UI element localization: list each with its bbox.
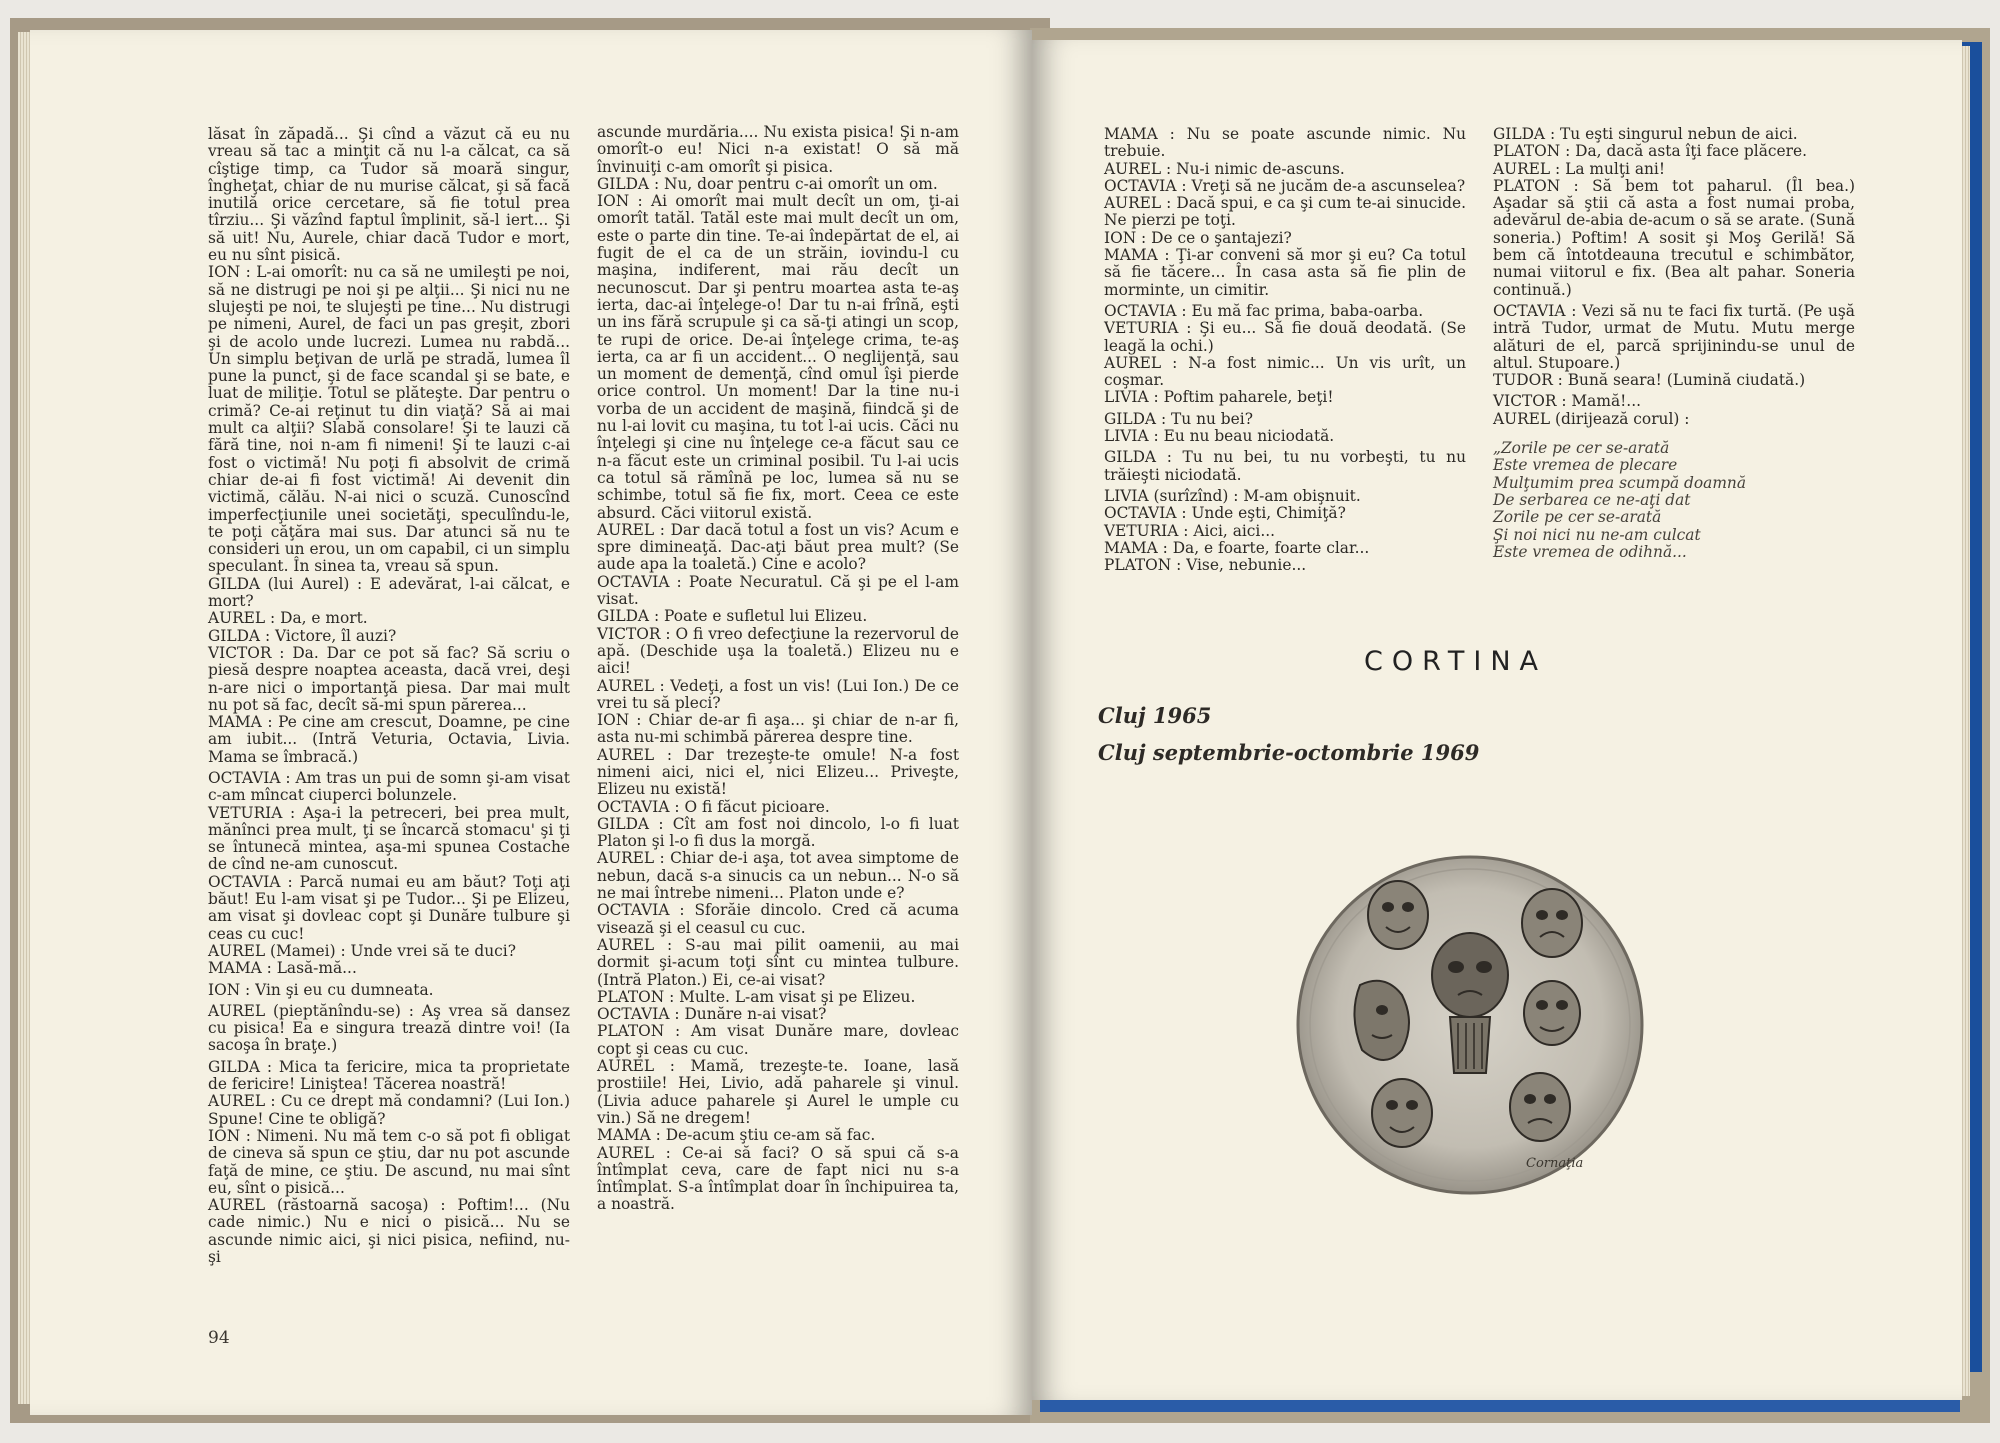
paragraph: OCTAVIA : Vreţi să ne jucăm de-a ascunselea? [1104, 176, 1466, 195]
paragraph: AUREL : Dar trezeşte-te omule! N-a fost nimeni aici, nici el, nici Elizeu... Priveşte, Elizeu nu există! [597, 745, 959, 799]
paragraph: VICTOR : Mamă!... [1493, 392, 1641, 411]
place-date-1: Cluj 1965 [1098, 703, 1212, 728]
paragraph: MAMA : Pe cine am crescut, Doamne, pe cine am iubit... (Intră Veturia, Octavia, Livia. Mama se îmbracă.) [208, 713, 570, 766]
paragraph: ION : L-ai omorît: nu ca să ne umileşti pe noi, să ne distrugi pe noi şi pe alţii... Şi nici nu ne slujeşti pe noi, te slujeşti pe tine... Nu distrugi pe nimeni, Aurel, de faci un pas greşit, zbori şi de acolo unde lucrezi. Lumea nu rabdă... Un simplu beţivan de urlă pe stradă, lumea îl pune la punct, şi de face scandal şi se bate, e luat de miliţie. Totul se plăteşte. Dar pentru o crimă? Ce-ai reţinut tu din viaţă? Să ai mai mult ca alţii? Slabă consolare! Şi te lauzi că fără tine, noi n-am fi nimeni! Şi te lauzi c-ai fost o victimă! Nu poţi fi absolvit de crimă chiar de-ai fi fost victimă! Ai devenit din victimă, călău. N-ai nici o scuză. Cunoscînd imperfecţiunile unei societăţi, speculîndu-le, te poţi căţăra mai sus. Dar atunci să nu te consideri un erou, un om capabil, ci un simplu speculant. În sinea ta, vreau să spun. [208, 263, 570, 576]
paragraph: AUREL : Cu ce drept mă condamni? (Lui Ion.) Spune! Cine te obligă? [208, 1092, 570, 1128]
paragraph: GILDA (lui Aurel) : E adevărat, l-ai călcat, e mort? [208, 574, 570, 611]
paragraph: AUREL : Nu-i nimic de-ascuns. [1104, 159, 1345, 178]
paragraph: AUREL (dirijează corul) : [1493, 409, 1690, 428]
paragraph: OCTAVIA : Eu mă fac prima, baba-oarba. [1104, 301, 1424, 320]
paragraph: MAMA : Ţi-ar conveni să mor şi eu? Ca totul să fie tăcere... În casa asta să fie plin de morminte, un cimitir. [1104, 246, 1466, 299]
place-date-2: Cluj septembrie-octombrie 1969 [1098, 740, 1480, 765]
paragraph: MAMA : Lasă-mă... [208, 959, 357, 978]
paragraph: AUREL : Dacă spui, e ca şi cum te-ai sinucide. Ne pierzi pe toţi. [1104, 194, 1466, 230]
paragraph: OCTAVIA : Dunăre n-ai visat? [597, 1005, 827, 1024]
mask-left-profile [1354, 981, 1409, 1060]
paragraph: AUREL (răstoarnă sacoşa) : Poftim!... (Nu cade nimic.) Nu e nici o pisică... Nu se ascunde nimic aici, şi nici pisica, nefiind, nu-şi [208, 1196, 570, 1266]
paragraph: ION : Chiar de-ar fi aşa... şi chiar de n-ar fi, asta nu-mi schimbă părerea despre tine. [597, 711, 959, 747]
binding-edge [1040, 1398, 1960, 1412]
mask-bottom-right [1510, 1073, 1570, 1141]
left-column-1 [208, 126, 570, 1266]
paragraph: AUREL : Ce-ai să faci? O să spui că s-a întîmplat ceva, care de fapt nici nu s-a întîmplat. S-a întîmplat doar în închipuirea ta, a noastră. [597, 1143, 959, 1214]
mask-top-left [1368, 881, 1428, 949]
paragraph: GILDA : Tu nu bei? [1104, 409, 1253, 428]
paragraph: GILDA : Victore, îl auzi? [208, 626, 397, 645]
paragraph: AUREL : Da, e mort. [208, 609, 368, 628]
song-lyrics [1493, 440, 1855, 561]
paragraph: GILDA : Tu nu bei, tu nu vorbeşti, tu nu trăieşti niciodată. [1104, 448, 1466, 484]
paragraph: OCTAVIA : Unde eşti, Chimiţă? [1104, 504, 1346, 523]
song-line: Şi noi nici nu ne-am culcat [1493, 525, 1701, 544]
paragraph: AUREL : Vedeţi, a fost un vis! (Lui Ion.) De ce vrei tu să pleci? [597, 676, 959, 712]
right-column-1 [1104, 126, 1466, 574]
paragraph: AUREL : Dar dacă totul a fost un vis? Acum e spre dimineaţă. Dac-aţi băut prea mult? (Se aude apa la toaletă.) Cine e acolo? [597, 520, 959, 574]
page-number: 94 [208, 1328, 230, 1348]
paragraph: PLATON : Să bem tot paharul. (Îl bea.) Aşadar să ştii că asta a fost numai proba, adevărul de-abia de-acum o să se arate. (Sună soneria.) Poftim! A sosit şi Moş Gerilă! Să bem că întotdeauna trecutul e schimbător, numai viitorul e fix. (Bea alt pahar. Soneria continuă.) [1493, 176, 1855, 299]
paragraph: GILDA : Poate e sufletul lui Elizeu. [597, 607, 868, 626]
paragraph: LIVIA : Poftim paharele, beţi! [1104, 388, 1334, 407]
paragraph: VICTOR : Da. Dar ce pot să fac? Să scriu o piesă despre noaptea aceasta, dacă vrei, deşi n-are nici o importanţă piesa. Dar mai mult nu pot să fac, decît să-mi spun părerea... [208, 643, 570, 714]
right-column-2 [1493, 126, 1855, 561]
paragraph: GILDA : Tu eşti singurul nebun de aici. [1493, 125, 1798, 143]
paragraph: OCTAVIA : O fi făcut picioare. [597, 797, 830, 816]
left-column-2 [597, 124, 959, 1214]
paragraph: ascunde murdăria.... Nu exista pisica! Şi n-am omorît-o eu! Nici n-a existat! O să mă învinuiţi c-am omorît şi pisica. [597, 123, 959, 176]
paragraph: VICTOR : O fi vreo defecţiune la rezervorul de apă. (Deschide uşa la toaletă.) Elizeu nu e aici! [597, 624, 959, 678]
paragraph: ION : Ai omorît mai mult decît un om, ţi-ai omorît tatăl. Tatăl este mai mult decît un om, este o parte din tine. Te-ai îndepărtat de el, ai fugit de el ca de un străin, iovindu-l cu maşina, indiferent, mai rău decît un necunoscut. Dar şi pentru moartea asta te-aş ierta, dac-ai înţelege-o! Dar tu n-ai frînă, eşti un ins fără scrupule şi ca să-ţi atingi un scop, te rupi de orice. De-ai înţelege crima, te-aş ierta, ca ar fi un accident... O neglijenţă, sau un moment de demenţă, cînd omul îşi pierde orice control. Un moment! Dar la tine nu-i vorba de un accident de maşină, fiindcă şi de nu l-ai lovit cu maşina, tu tot l-ai ucis. Căci nu înţelegi şi cine nu înţelege ce-a făcut sau ce n-a făcut este un criminal posibil. Tu l-ai ucis ca totul să rămînă pe loc, lumea să nu se schimbe, totul să fie fix, mort. Ceea ce este absurd. Căci viitorul există. [597, 192, 959, 522]
paragraph: PLATON : Multe. L-am visat şi pe Elizeu. [597, 987, 916, 1006]
paragraph: AUREL (pieptănîndu-se) : Aş vrea să dansez cu pisica! Ea e singura trează dintre voi! (Ia sacoşa în braţe.) [208, 1001, 570, 1055]
paragraph: LIVIA (surîzînd) : M-am obişnuit. [1104, 486, 1361, 505]
song-line: Mulţumim prea scumpă doamnă [1493, 473, 1746, 492]
paragraph: ION : Nimeni. Nu mă tem c-o să pot fi obligat de cineva să spun ce ştiu, dar nu pot ascunde faţă de mine, ce ştiu. De ascund, nu mai sînt eu, sînt o pisică... [208, 1126, 570, 1197]
song-line: Este vremea de odihnă... [1493, 542, 1687, 561]
paragraph: MAMA : Da, e foarte, foarte clar... [1104, 538, 1370, 557]
paragraph: PLATON : Am visat Dunăre mare, dovleac copt şi ceas cu cuc. [597, 1022, 959, 1058]
paragraph: ION : De ce o şantajezi? [1104, 228, 1292, 247]
paragraph: lăsat în zăpadă... Şi cînd a văzut că eu nu vreau să tac a minţit că nu l-a călcat, ca să cîştige timp, ca Tudor să moară singur, îngheţat, chiar de nu murise călcat, şi să facă inutilă orice cercetare, să fie totul prea tîrziu... Şi văzînd faptul împlinit, să-l iert... Şi să uit! Nu, Aurele, chiar dacă Tudor e mort, eu nu sînt pisică. [208, 125, 570, 265]
paragraph: OCTAVIA : Am tras un pui de somn şi-am visat c-am mîncat ciuperci bolunzele. [208, 768, 570, 805]
song-line: De serbarea ce ne-aţi dat [1493, 490, 1691, 509]
cortina-heading: CORTINA [1364, 646, 1548, 677]
paragraph: MAMA : De-acum ştiu ce-am să fac. [597, 1126, 876, 1145]
paragraph: OCTAVIA : Parcă numai eu am băut? Toţi aţi băut! Eu l-am visat şi pe Tudor... Şi pe Elizeu, am visat şi dovleac copt şi Dunăre tulbure şi ceas cu cuc! [208, 872, 570, 943]
paragraph: PLATON : Vise, nebunie... [1104, 556, 1307, 575]
paragraph: AUREL : Mamă, trezeşte-te. Ioane, lasă prostiile! Hei, Livio, adă paharele şi vinul. (Livia aduce paharele şi Aurel le umple cu vin.) Să ne dregem! [597, 1057, 959, 1127]
paragraph: MAMA : Nu se poate ascunde nimic. Nu trebuie. [1104, 125, 1466, 161]
paragraph: LIVIA : Eu nu beau niciodată. [1104, 427, 1335, 446]
paragraph: OCTAVIA : Sforăie dincolo. Cred că acuma visează şi el ceasul cu cuc. [597, 901, 959, 937]
paragraph: ION : Vin şi eu cu dumneata. [208, 980, 434, 999]
paragraph: PLATON : Da, dacă asta îţi face plăcere. [1493, 142, 1807, 161]
paragraph: VETURIA : Aşa-i la petreceri, bei prea mult, mănînci prea mult, ţi se încarcă stomacu' şi ţi se întunecă mintea, aşa-mi spunea Costache de cînd ne-am cunoscut. [208, 803, 570, 874]
paragraph: AUREL : Chiar de-i aşa, tot avea simptome de nebun, dacă s-a sinucis ca un nebun... N-o să ne mai întrebe nimeni... Platon unde e? [597, 849, 959, 903]
paragraph: OCTAVIA : Vezi să nu te faci fix turtă. (Pe uşă intră Tudor, urmat de Mutu. Mutu merge alături de el, parcă sprijinindu-se unul de altul. Stupoare.) [1493, 301, 1855, 372]
paragraph: OCTAVIA : Poate Necuratul. Că şi pe el l-am visat. [597, 572, 959, 609]
paragraph: VETURIA : Aici, aici... [1104, 521, 1276, 540]
song-line: „Zorile pe cer se-arată [1493, 439, 1670, 458]
mask-right [1524, 981, 1580, 1045]
paragraph: AUREL (Mamei) : Unde vrei să te duci? [208, 941, 516, 960]
mask-top-right [1522, 889, 1582, 957]
paragraph: AUREL : La mulţi ani! [1493, 159, 1666, 178]
paragraph: GILDA : Nu, doar pentru c-ai omorît un om. [597, 174, 938, 193]
song-line: Zorile pe cer se-arată [1493, 508, 1662, 527]
medallion-caption: Cornaţia [1526, 1156, 1584, 1171]
paragraph: GILDA : Mica ta fericire, mica ta proprietate de fericire! Liniştea! Tăcerea noastră! [208, 1057, 570, 1094]
paragraph: AUREL : S-au mai pilit oamenii, au mai dormit şi-acum toţi sînt cu mintea tulbure. (Intră Platon.) Ei, ce-ai visat? [597, 935, 959, 989]
theatre-masks-medallion-icon [1290, 845, 1650, 1205]
paragraph: VETURIA : Şi eu... Să fie două deodată. (Se leagă la ochi.) [1104, 319, 1466, 355]
paragraph: TUDOR : Bună seara! (Lumină ciudată.) [1493, 371, 1806, 390]
paragraph: GILDA : Cît am fost noi dincolo, l-o fi luat Platon şi l-o fi dus la morgă. [597, 814, 959, 851]
paragraph: AUREL : N-a fost nimic... Un vis urît, un coşmar. [1104, 353, 1466, 390]
song-line: Este vremea de plecare [1493, 456, 1678, 475]
mask-bottom-left [1372, 1079, 1432, 1147]
